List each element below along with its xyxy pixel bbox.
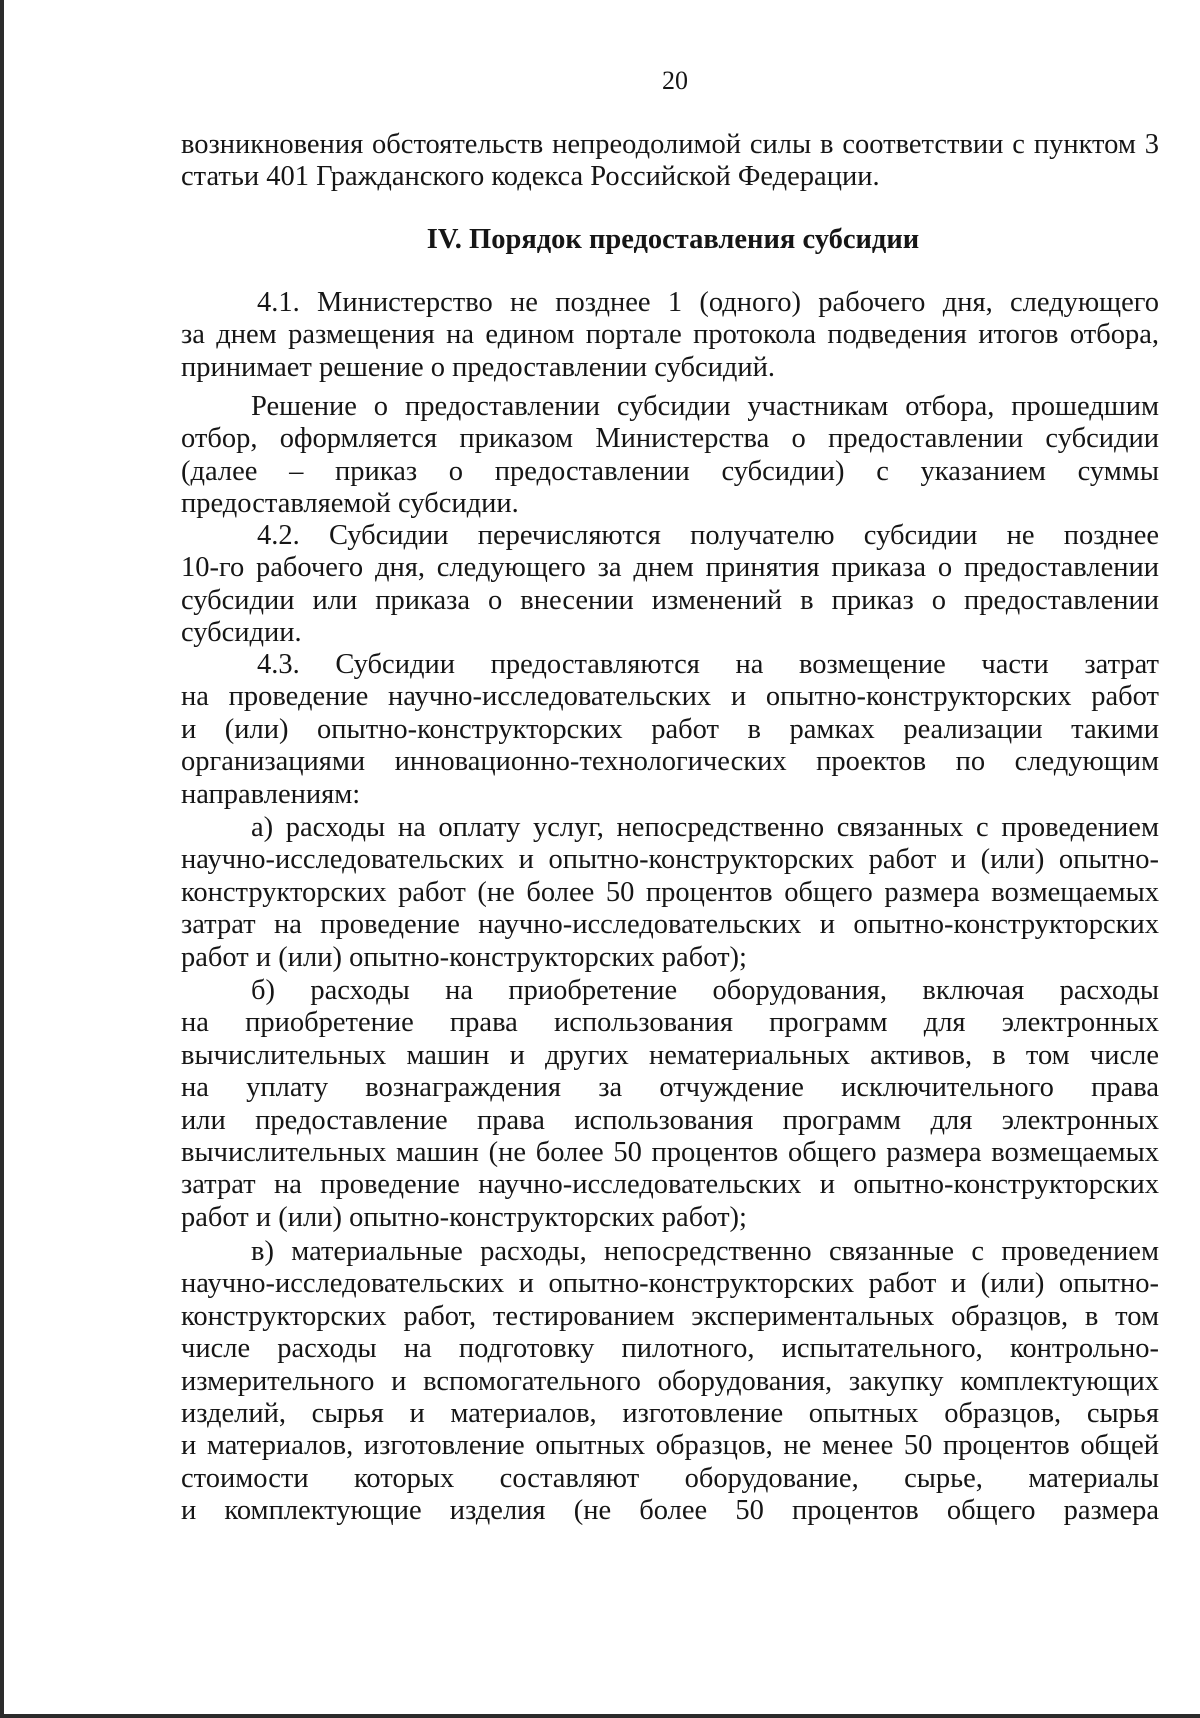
text-line: и комплектующие изделия (не более 50 процентов общего размера xyxy=(181,1495,1159,1527)
text-line: научно-исследовательских и опытно-конструкторских работ и (или) опытно- xyxy=(181,844,1159,876)
text-line: на приобретение права использования программ для электронных xyxy=(181,1007,1159,1039)
section-heading: IV. Порядок предоставления субсидии xyxy=(426,224,920,255)
text-line: на уплату вознаграждения за отчуждение исключительного права xyxy=(181,1072,1159,1104)
text-line: стоимости которых составляют оборудование, сырье, материалы xyxy=(181,1462,1159,1494)
paragraph-4-3 xyxy=(181,649,1159,811)
text-line: направлениям: xyxy=(181,778,361,810)
text-line: конструкторских работ, тестированием экспериментальных образцов, в том xyxy=(181,1300,1159,1332)
text-line: затрат на проведение научно-исследовательских и опытно-конструкторских xyxy=(181,909,1159,941)
text-line: работ и (или) опытно-конструкторских работ); xyxy=(181,1201,747,1233)
text-line: 4.3. Субсидии предоставляются на возмещение части затрат xyxy=(257,649,1159,680)
text-line: конструкторских работ (не более 50 процентов общего размера возмещаемых xyxy=(181,876,1159,908)
text-line: возникновения обстоятельств непреодолимой силы в соответствии с пунктом 3 xyxy=(181,129,1159,160)
text-line: научно-исследовательских и опытно-конструкторских работ и (или) опытно- xyxy=(181,1268,1159,1300)
text-line: Решение о предоставлении субсидии участникам отбора, прошедшим xyxy=(251,391,1159,422)
text-line: организациями инновационно-технологических проектов по следующим xyxy=(181,746,1159,778)
paragraph-4-2 xyxy=(181,520,1159,650)
text-line: статьи 401 Гражданского кодекса Российской Федерации. xyxy=(181,161,880,193)
text-line: изделий, сырья и материалов, изготовление опытных образцов, сырья xyxy=(181,1397,1159,1429)
text-line: вычислительных машин (не более 50 процентов общего размера возмещаемых xyxy=(181,1136,1159,1168)
text-line: а) расходы на оплату услуг, непосредственно связанных с проведением xyxy=(251,812,1159,843)
paragraph-decision xyxy=(181,391,1159,521)
item-a xyxy=(181,812,1159,974)
text-line: измерительного и вспомогательного оборудования, закупку комплектующих xyxy=(181,1365,1159,1397)
text-line: б) расходы на приобретение оборудования, включая расходы xyxy=(251,975,1159,1006)
text-line: 4.2. Субсидии перечисляются получателю субсидии не позднее xyxy=(257,520,1159,551)
text-line: 10-го рабочего дня, следующего за днем принятия приказа о предоставлении xyxy=(181,552,1159,584)
text-line: за днем размещения на едином портале протокола подведения итогов отбора, xyxy=(181,319,1159,351)
text-line: предоставляемой субсидии. xyxy=(181,488,519,520)
intro-paragraph xyxy=(181,129,1159,194)
page-number: 20 xyxy=(662,66,688,95)
text-line: (далее – приказ о предоставлении субсидии) с указанием суммы xyxy=(181,455,1159,487)
text-line: или предоставление права использования программ для электронных xyxy=(181,1104,1159,1136)
text-line: 4.1. Министерство не позднее 1 (одного) рабочего дня, следующего xyxy=(257,287,1159,318)
text-line: в) материальные расходы, непосредственно связанные с проведением xyxy=(251,1236,1159,1267)
scan-border-left xyxy=(0,0,4,1718)
text-line: субсидии. xyxy=(181,617,302,649)
text-line: числе расходы на подготовку пилотного, испытательного, контрольно- xyxy=(181,1333,1159,1365)
text-line: работ и (или) опытно-конструкторских работ); xyxy=(181,941,747,973)
item-b xyxy=(181,975,1159,1234)
scan-border-bottom xyxy=(0,1714,1200,1718)
text-line: вычислительных машин и других нематериальных активов, в том числе xyxy=(181,1039,1159,1071)
text-line: принимает решение о предоставлении субсидий. xyxy=(181,351,775,383)
text-line: и материалов, изготовление опытных образцов, не менее 50 процентов общей xyxy=(181,1430,1159,1462)
item-v xyxy=(181,1236,1159,1528)
text-line: на проведение научно-исследовательских и опытно-конструкторских работ xyxy=(181,681,1159,713)
text-line: затрат на проведение научно-исследовательских и опытно-конструкторских xyxy=(181,1169,1159,1201)
text-line: и (или) опытно-конструкторских работ в рамках реализации такими xyxy=(181,713,1159,745)
text-line: субсидии или приказа о внесении изменений в приказ о предоставлении xyxy=(181,584,1159,616)
paragraph-4-1 xyxy=(181,287,1159,384)
text-line: отбор, оформляется приказом Министерства о предоставлении субсидии xyxy=(181,423,1159,455)
